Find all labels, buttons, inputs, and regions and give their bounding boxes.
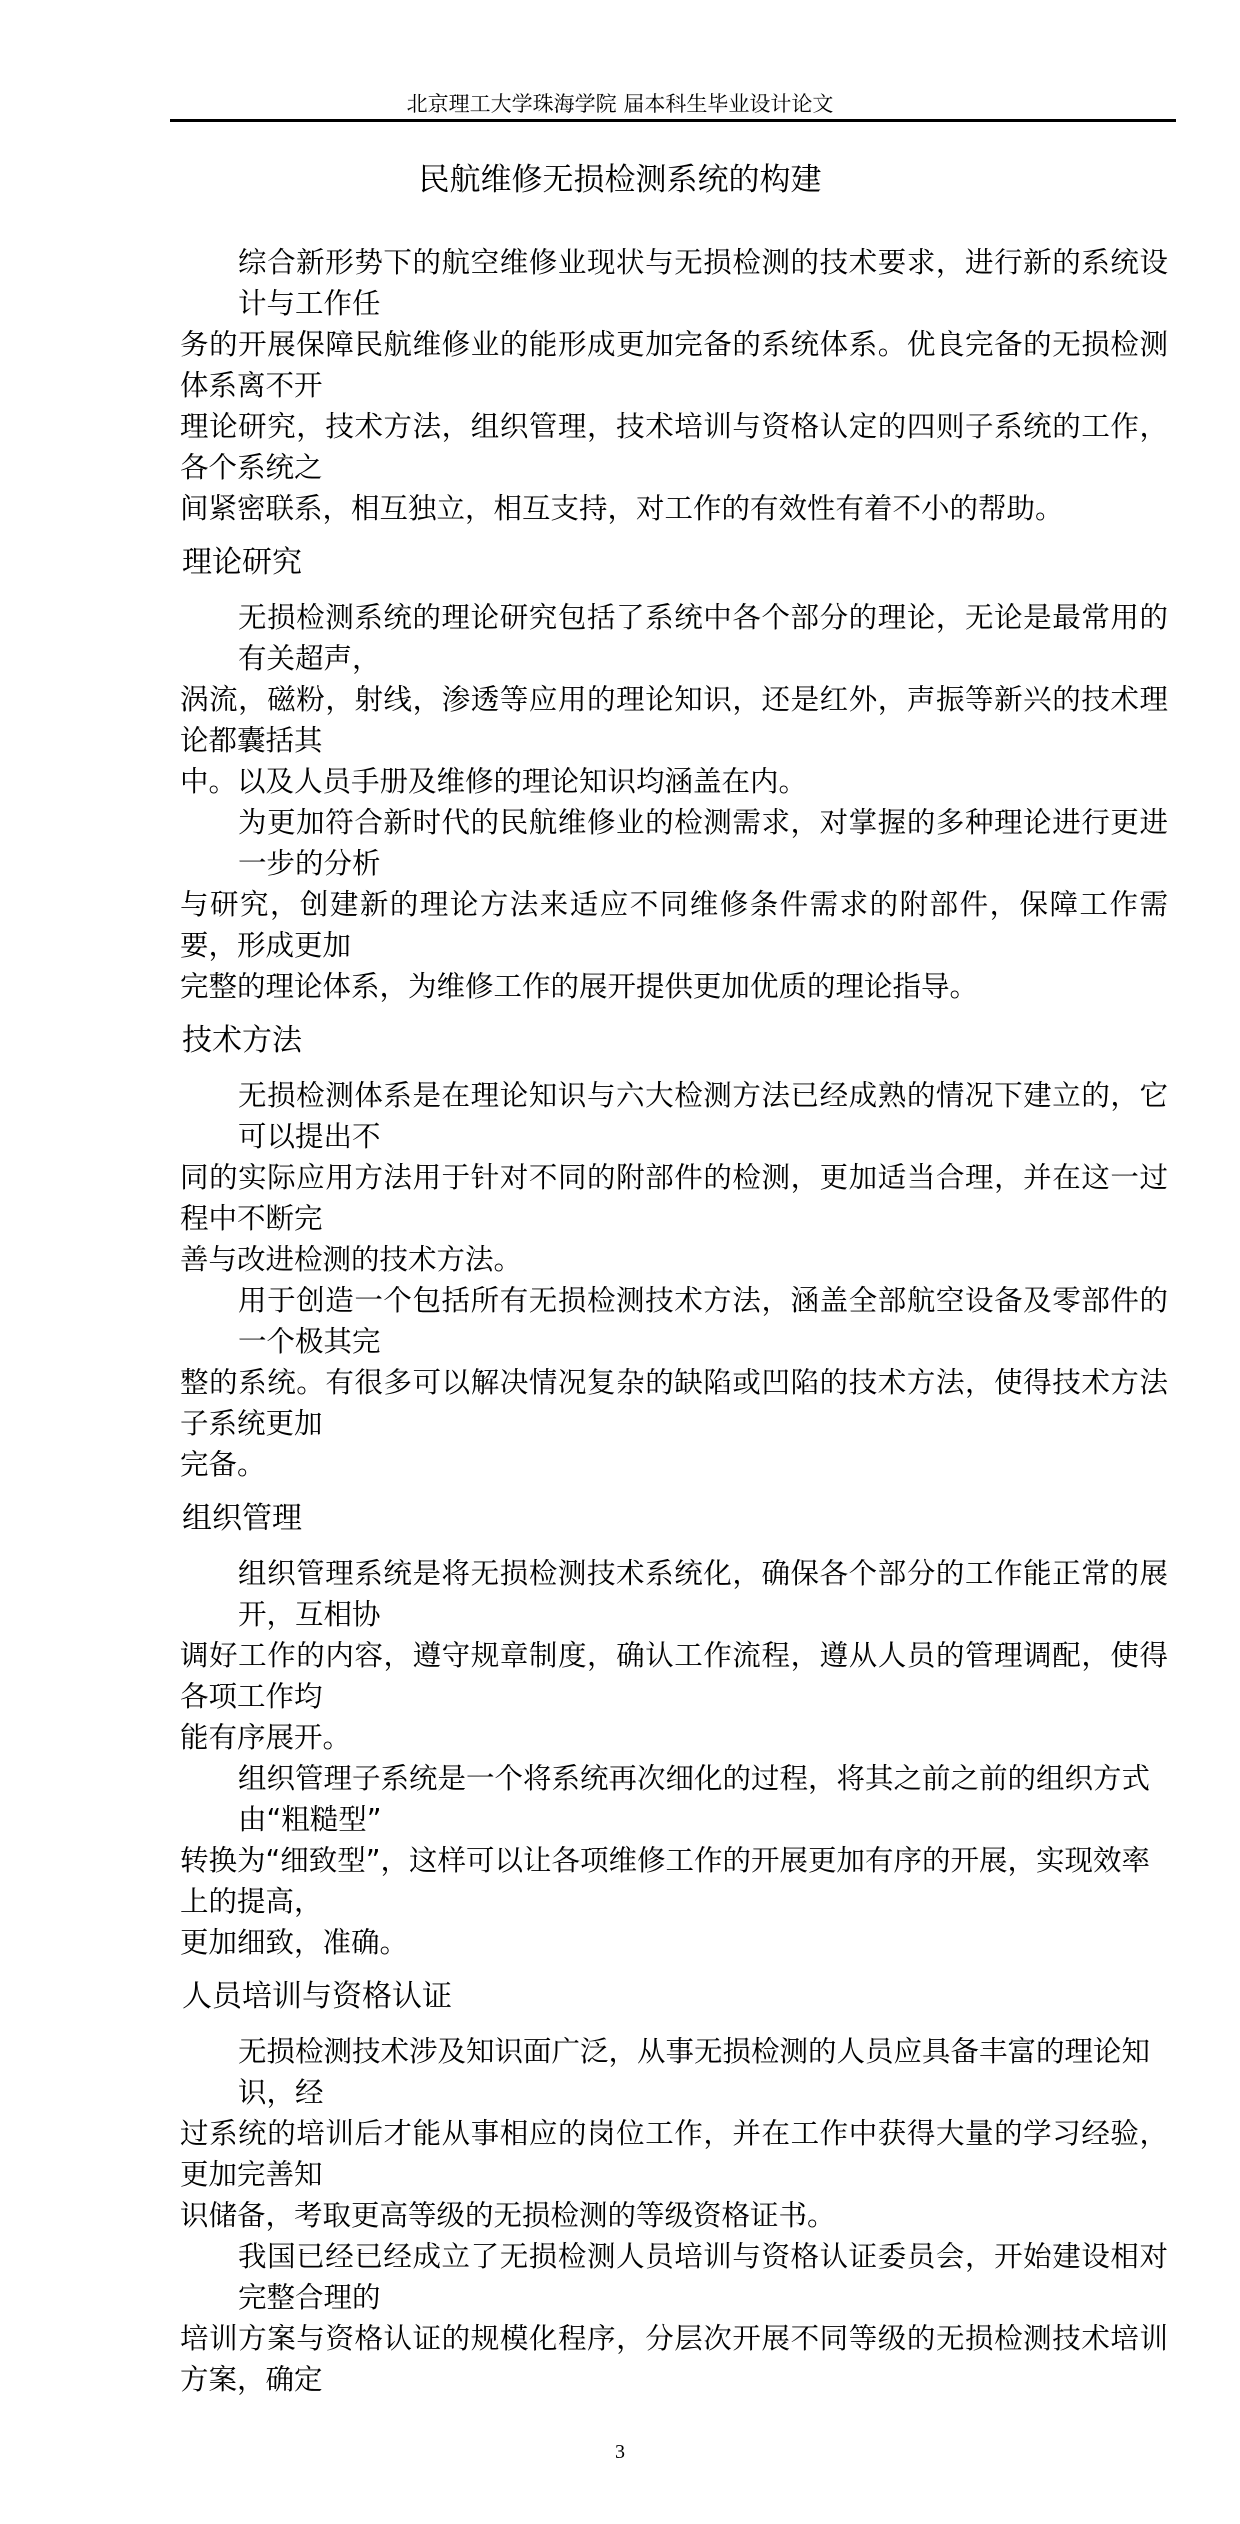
section-heading: 人员培训与资格认证	[182, 1979, 452, 2014]
text-line: 为更加符合新时代的民航维修业的检测需求，对掌握的多种理论进行更进一步的分析	[238, 806, 1168, 880]
paragraph	[180, 1280, 1168, 1485]
text-line: 同的实际应用方法用于针对不同的附部件的检测，更加适当合理，并在这一过程中不断完	[180, 1161, 1168, 1235]
text-line: 培训方案与资格认证的规模化程序，分层次开展不同等级的无损检测技术培训方案，确定	[180, 2322, 1168, 2396]
document-body	[180, 242, 1168, 2400]
paragraph	[180, 802, 1168, 1007]
text-line: 完整的理论体系，为维修工作的展开提供更加优质的理论指导。	[180, 970, 979, 1003]
text-line: 转换为“细致型”，这样可以让各项维修工作的开展更加有序的开展，实现效率上的提高，	[180, 1844, 1151, 1918]
text-line: 过系统的培训后才能从事相应的岗位工作，并在工作中获得大量的学习经验，更加完善知	[180, 2117, 1168, 2191]
paragraph	[180, 2031, 1168, 2236]
text-line: 能有序展开。	[180, 1721, 352, 1754]
text-line: 调好工作的内容，遵守规章制度，确认工作流程，遵从人员的管理调配，使得各项工作均	[180, 1639, 1168, 1713]
paragraph	[180, 1758, 1168, 1963]
running-header: 北京理工大学珠海学院 届本科生毕业设计论文	[406, 92, 834, 116]
text-line: 务的开展保障民航维修业的能形成更加完备的系统体系。优良完备的无损检测体系离不开	[180, 328, 1168, 402]
paragraph	[180, 597, 1168, 802]
text-line: 综合新形势下的航空维修业现状与无损检测的技术要求，进行新的系统设计与工作任	[238, 246, 1168, 320]
text-line: 用于创造一个包括所有无损检测技术方法，涵盖全部航空设备及零部件的一个极其完	[238, 1284, 1168, 1358]
document-title: 民航维修无损检测系统的构建	[418, 162, 822, 198]
paragraph	[180, 1553, 1168, 1758]
text-line: 组织管理子系统是一个将系统再次细化的过程，将其之前之前的组织方式由“粗糙型”	[238, 1762, 1151, 1836]
text-line: 完备。	[180, 1448, 266, 1481]
section-heading: 理论研究	[182, 545, 302, 580]
paragraph	[180, 1075, 1168, 1280]
page-number: 3	[615, 2441, 625, 2463]
text-line: 与研究，创建新的理论方法来适应不同维修条件需求的附部件，保障工作需要，形成更加	[180, 888, 1168, 962]
text-line: 更加细致，准确。	[180, 1926, 409, 1959]
text-line: 涡流，磁粉，射线，渗透等应用的理论知识，还是红外，声振等新兴的技术理论都囊括其	[180, 683, 1168, 757]
text-line: 中。以及人员手册及维修的理论知识均涵盖在内。	[180, 765, 808, 798]
text-line: 无损检测体系是在理论知识与六大检测方法已经成熟的情况下建立的，它可以提出不	[238, 1079, 1168, 1153]
text-line: 间紧密联系，相互独立，相互支持，对工作的有效性有着不小的帮助。	[180, 492, 1064, 525]
paragraph	[180, 242, 1168, 529]
text-line: 理论研究，技术方法，组织管理，技术培训与资格认定的四则子系统的工作，各个系统之	[180, 410, 1168, 484]
text-line: 无损检测技术涉及知识面广泛，从事无损检测的人员应具备丰富的理论知识，经	[238, 2035, 1151, 2109]
paragraph	[180, 2236, 1168, 2400]
text-line: 整的系统。有很多可以解决情况复杂的缺陷或凹陷的技术方法，使得技术方法子系统更加	[180, 1366, 1168, 1440]
section-heading: 技术方法	[182, 1023, 302, 1058]
section-heading: 组织管理	[182, 1501, 302, 1536]
text-line: 我国已经已经成立了无损检测人员培训与资格认证委员会，开始建设相对完整合理的	[238, 2240, 1168, 2314]
text-line: 善与改进检测的技术方法。	[180, 1243, 523, 1276]
header-rule	[170, 119, 1176, 122]
text-line: 识储备，考取更高等级的无损检测的等级资格证书。	[180, 2199, 836, 2232]
text-line: 无损检测系统的理论研究包括了系统中各个部分的理论，无论是最常用的有关超声，	[238, 601, 1168, 675]
text-line: 组织管理系统是将无损检测技术系统化，确保各个部分的工作能正常的展开，互相协	[238, 1557, 1168, 1631]
